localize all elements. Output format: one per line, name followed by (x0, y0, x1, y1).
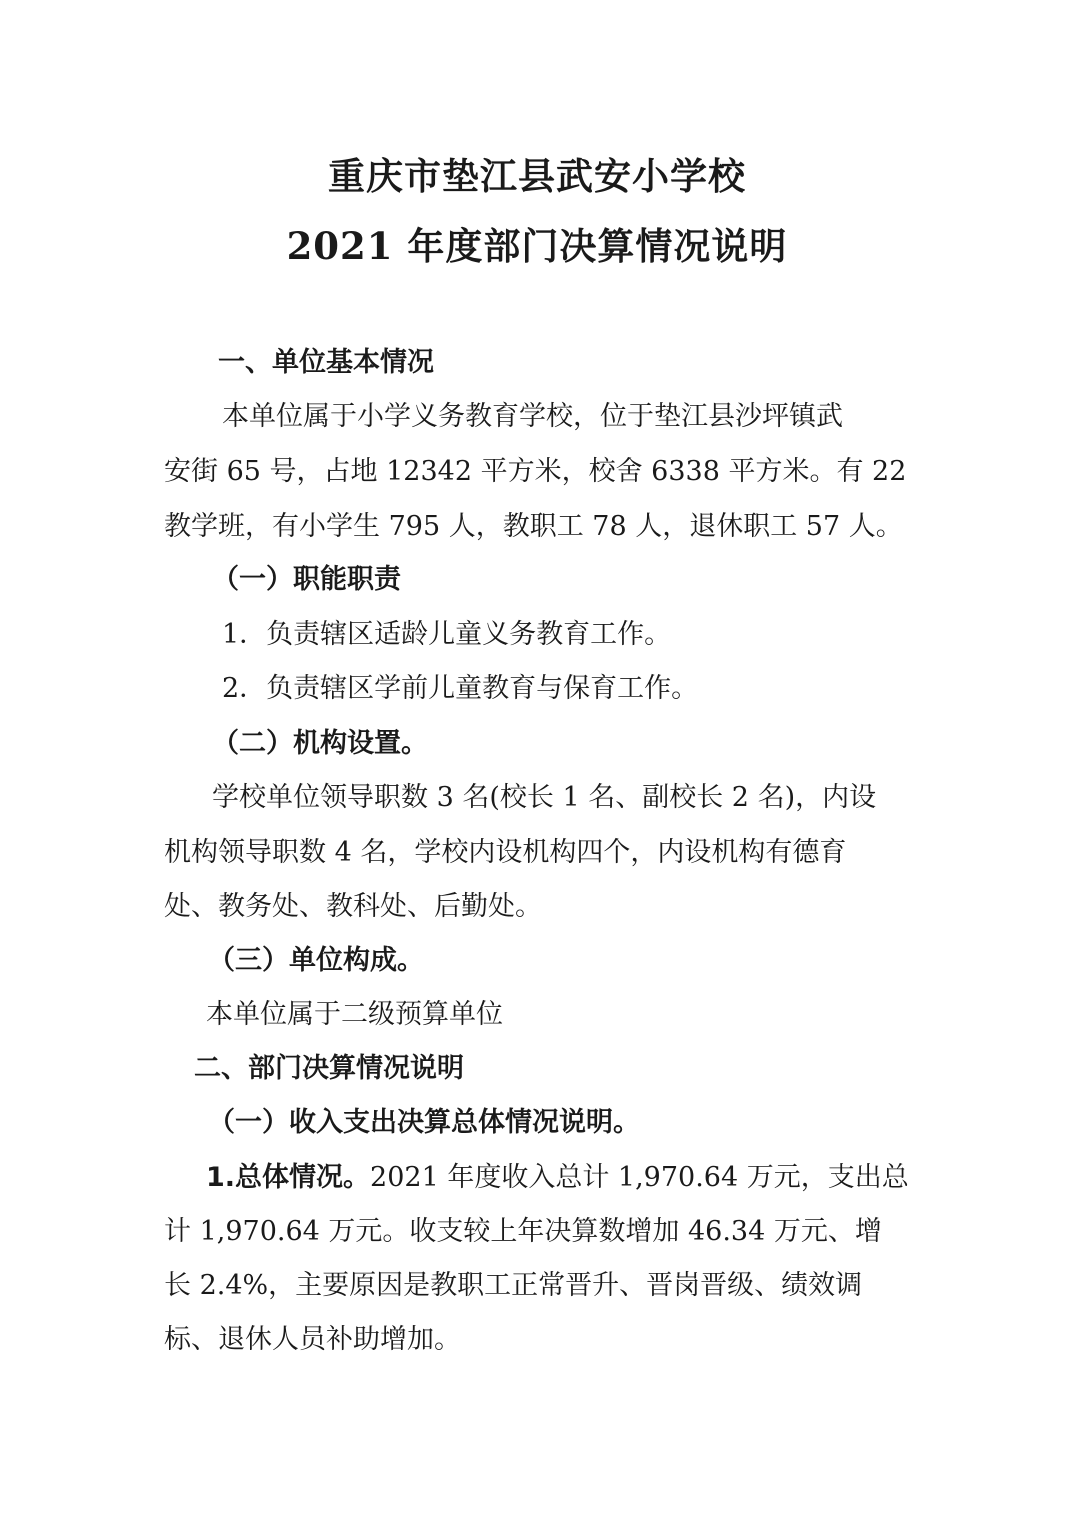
overall-line-1 (206, 1160, 909, 1196)
section1-heading: 一、单位基本情况 (218, 347, 434, 378)
org-line-2: 机构领导职数 4 名，学校内设机构四个，内设机构有德育 (164, 837, 847, 868)
function-item-2: 2．负责辖区学前儿童教育与保育工作。 (222, 673, 699, 704)
intro-line-2: 安街 65 号，占地 12342 平方米，校舍 6338 平方米。有 22 (164, 456, 907, 487)
composition-heading: （三）单位构成。 (208, 945, 424, 976)
section2-subheading: （一）收入支出决算总体情况说明。 (208, 1107, 640, 1138)
org-heading: （二）机构设置。 (212, 728, 428, 759)
document-title-line2: 2021 年度部门决算情况说明 (286, 224, 788, 268)
overall-line-4: 标、退休人员补助增加。 (164, 1324, 461, 1355)
functions-heading: （一）职能职责 (212, 564, 401, 595)
composition-text: 本单位属于二级预算单位 (206, 999, 503, 1030)
intro-line-3: 教学班，有小学生 795 人，教职工 78 人，退休职工 57 人。 (164, 511, 903, 542)
overall-label: 1.总体情况。 (206, 1162, 371, 1193)
org-line-1: 学校单位领导职数 3 名(校长 1 名、副校长 2 名)，内设 (212, 782, 877, 813)
document-title-line1: 重庆市垫江县武安小学校 (328, 154, 746, 198)
overall-line-3: 长 2.4%，主要原因是教职工正常晋升、晋岗晋级、绩效调 (164, 1270, 863, 1301)
org-line-3: 处、教务处、教科处、后勤处。 (164, 891, 542, 922)
intro-line-1: 本单位属于小学义务教育学校，位于垫江县沙坪镇武 (222, 401, 843, 432)
overall-line-2: 计 1,970.64 万元。收支较上年决算数增加 46.34 万元、增 (164, 1216, 882, 1247)
section2-heading: 二、部门决算情况说明 (194, 1053, 464, 1084)
overall-text-1: 2021 年度收入总计 1,970.64 万元，支出总 (370, 1162, 909, 1193)
function-item-1: 1．负责辖区适龄儿童义务教育工作。 (222, 619, 672, 650)
